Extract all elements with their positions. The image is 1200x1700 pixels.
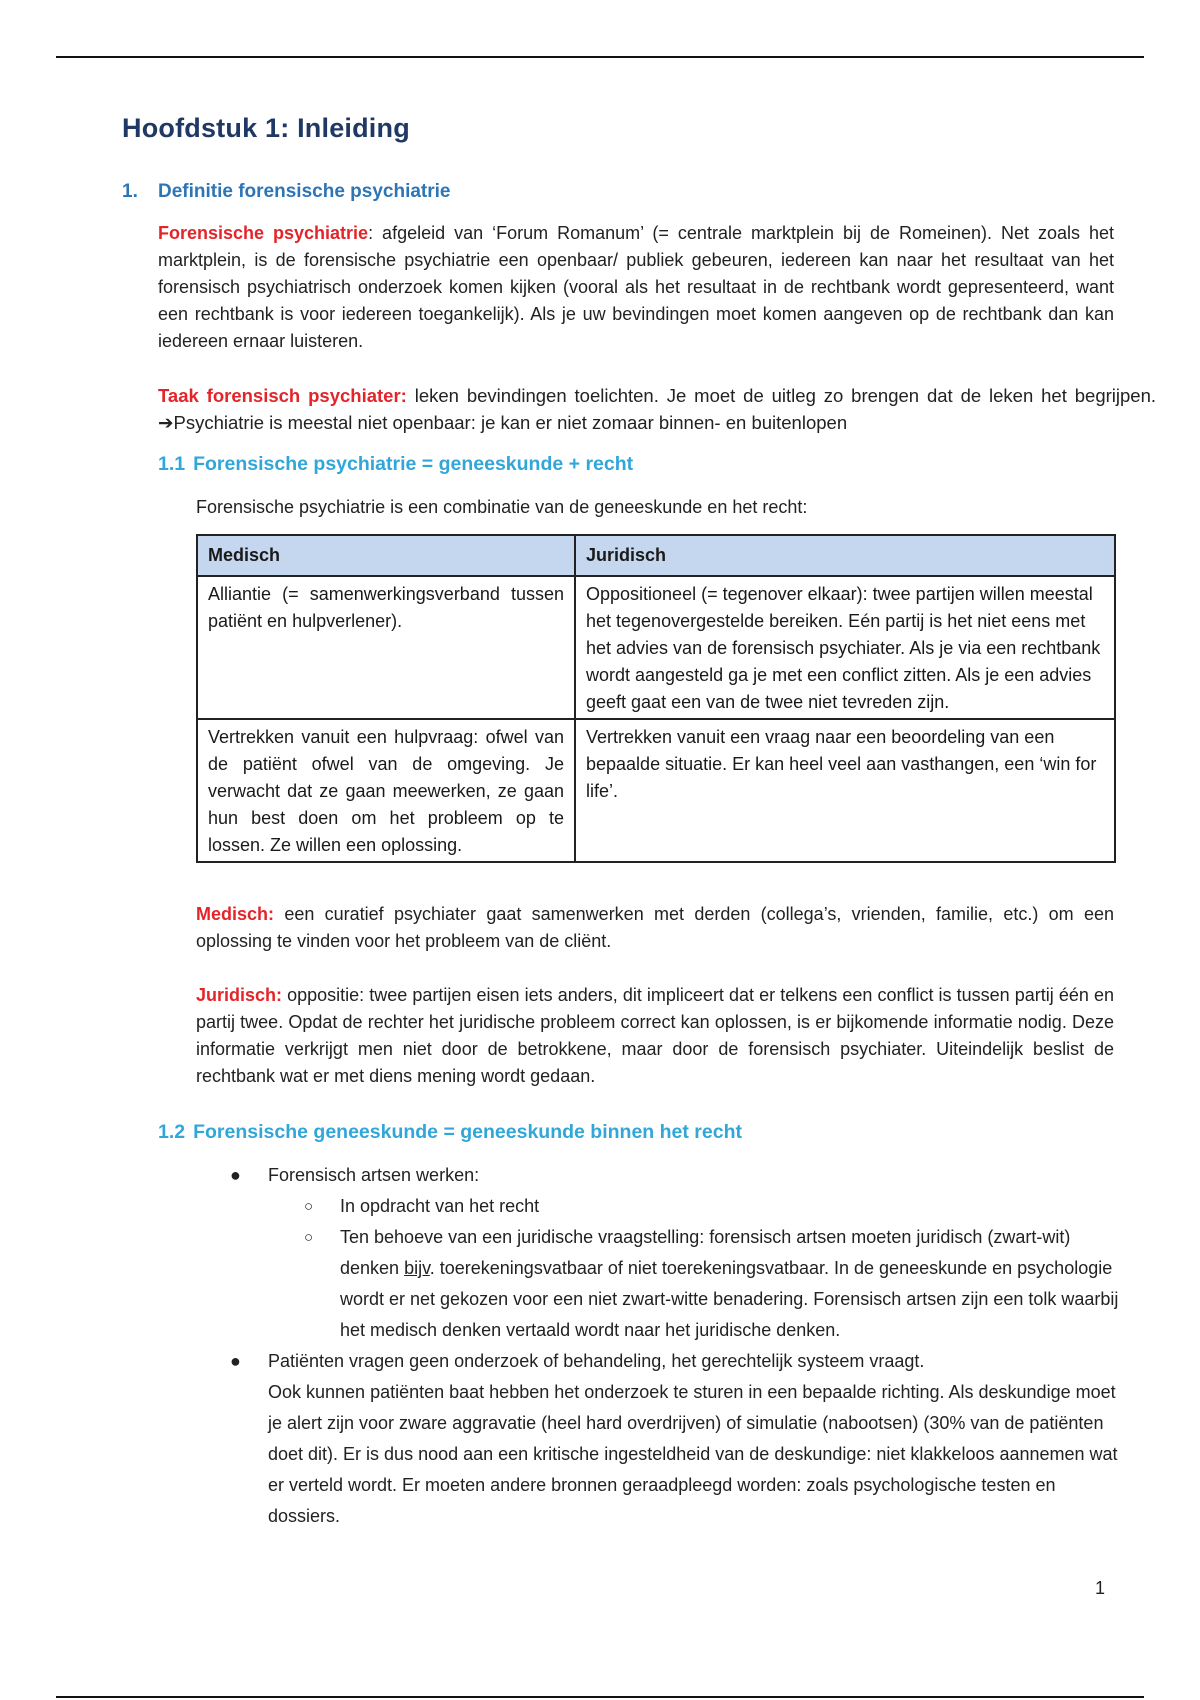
table-header-juridisch: Juridisch xyxy=(575,535,1115,576)
table-cell: Vertrekken vanuit een hulpvraag: ofwel van de patiënt ofwel van de omgeving. Je verwacht dat ze gaan meewerken, ze gaan hun best doen om het probleem op te lossen. Ze willen een oplossing. xyxy=(197,719,575,862)
subsection-title: Forensische psychiatrie = geneeskunde + recht xyxy=(193,453,634,475)
term-forensische-psychiatrie: Forensische psychiatrie xyxy=(158,223,369,243)
paragraph-text: : afgeleid van ‘Forum Romanum’ (= centrale marktplein bij de Romeinen). Net zoals het marktplein, is de forensische psychiatrie een openbaar/ publiek gebeuren, iedereen kan naar het resultaat van het forensisch psychiatrisch onderzoek komen kijken (vooral als het resultaat in de rechtbank wordt gepresenteerd, want een rechtbank is voor iedereen toegankelijk). Als je uw bevindingen moet komen aangeven op de rechtbank dan kan iedereen ernaar luisteren. xyxy=(158,223,1114,351)
table-cell: Oppositioneel (= tegenover elkaar): twee partijen willen meestal het tegenovergestelde bereiken. Eén partij is het niet eens met het advies van de forensisch psychiater. Als je via een rechtbank wordt aangesteld ga je met een conflict zitten. Als je een advies geeft gaat een van de twee niet tevreden zijn. xyxy=(575,576,1115,719)
subsection-number: 1.2 xyxy=(158,1121,186,1143)
paragraph-medisch xyxy=(196,901,1114,955)
comparison-table xyxy=(196,534,1116,863)
list-item-text: Patiënten vragen geen onderzoek of behandeling, het gerechtelijk systeem vraagt. xyxy=(268,1351,925,1371)
bullet-list xyxy=(230,1160,1130,1532)
paragraph-definition xyxy=(158,220,1114,355)
paragraph-text: leken bevindingen toelichten. Je moet de uitleg zo brengen dat de leken het begrijpen. xyxy=(406,385,1156,406)
paragraph-taak xyxy=(158,382,1156,437)
footer-rule xyxy=(56,1696,1144,1698)
table-header-medisch: Medisch xyxy=(197,535,575,576)
underlined-abbreviation: bijv xyxy=(404,1258,430,1278)
circle-bullet-icon: ○ xyxy=(304,1198,314,1215)
table-row xyxy=(197,719,1115,862)
sub-list-item xyxy=(304,1222,1130,1346)
subsection-heading-1-2 xyxy=(158,1121,742,1144)
header-rule xyxy=(56,56,1144,58)
sub-list-item-text: Ten behoeve van een juridische vraagstelling: forensisch artsen moeten juridisch (zwart-wit) denken xyxy=(340,1227,1071,1278)
table-cell: Vertrekken vanuit een vraag naar een beoordeling van een bepaalde situatie. Er kan heel veel aan vasthangen, een ‘win for life’. xyxy=(575,719,1115,862)
page-number: 1 xyxy=(1094,1578,1105,1598)
sub-list-item xyxy=(304,1191,1130,1222)
subsection-number: 1.1 xyxy=(158,453,186,475)
term-medisch: Medisch: xyxy=(196,904,275,924)
subsection-heading-1-1 xyxy=(158,453,633,476)
term-juridisch: Juridisch: xyxy=(196,985,283,1005)
subsection-title: Forensische geneeskunde = geneeskunde binnen het recht xyxy=(193,1121,742,1143)
bullet-icon: ● xyxy=(230,1165,241,1185)
table-row xyxy=(197,576,1115,719)
sub-list-item-text-2: . toerekeningsvatbaar of niet toerekeningsvatbaar. In de geneeskunde en psychologie wordt er net gekozen voor een niet zwart-witte benadering. Forensisch artsen zijn een tolk waarbij het medisch denken vertaald wordt naar het juridische denken. xyxy=(340,1258,1119,1340)
circle-bullet-icon: ○ xyxy=(304,1229,314,1246)
table-intro: Forensische psychiatrie is een combinatie van de geneeskunde en het recht: xyxy=(196,497,808,517)
paragraph-text: een curatief psychiater gaat samenwerken met derden (collega’s, vrienden, familie, etc.) om een oplossing te vinden voor het probleem van de cliënt. xyxy=(196,904,1114,951)
list-item-text: Forensisch artsen werken: xyxy=(268,1165,480,1185)
table-header-row xyxy=(197,535,1115,576)
section-title: Definitie forensische psychiatrie xyxy=(158,181,451,202)
paragraph-text: oppositie: twee partijen eisen iets anders, dit impliceert dat er telkens een conflict is tussen partij één en partij twee. Opdat de rechter het juridische probleem correct kan oplossen, is er bijkomende informatie nodig. Deze informatie verkrijgt men niet door de betrokkene, maar door de forensisch psychiater. Uiteindelijk beslist de rechtbank wat er met diens mening wordt gedaan. xyxy=(196,985,1114,1086)
section-heading-1 xyxy=(122,181,451,203)
chapter-title: Hoofdstuk 1: Inleiding xyxy=(122,113,410,143)
sub-list xyxy=(304,1191,1130,1346)
list-item xyxy=(230,1160,1130,1346)
table-cell: Alliantie (= samenwerkingsverband tussen patiënt en hulpverlener). xyxy=(197,576,575,719)
paragraph-juridisch xyxy=(196,982,1114,1090)
bullet-icon: ● xyxy=(230,1351,241,1371)
list-item-text-2: Ook kunnen patiënten baat hebben het onderzoek te sturen in een bepaalde richting. Als deskundige moet je alert zijn voor zware aggravatie (heel hard overdrijven) of simulatie (nabootsen) (30% van de patiënten doet dit). Er is dus nood aan een kritische ingesteldheid van de deskundige: niet klakkeloos aannemen wat er verteld wordt. Er moeten andere bronnen geraadpleegd worden: zoals psychologische testen en dossiers. xyxy=(268,1382,1118,1526)
paragraph-text-2: Psychiatrie is meestal niet openbaar: je kan er niet zomaar binnen- en buitenlopen xyxy=(173,412,848,433)
section-number: 1. xyxy=(122,181,138,202)
term-taak: Taak forensisch psychiater: xyxy=(158,385,407,406)
sub-list-item-text: In opdracht van het recht xyxy=(340,1196,540,1216)
arrow-icon: ➔ xyxy=(158,413,174,434)
list-item xyxy=(230,1346,1130,1532)
